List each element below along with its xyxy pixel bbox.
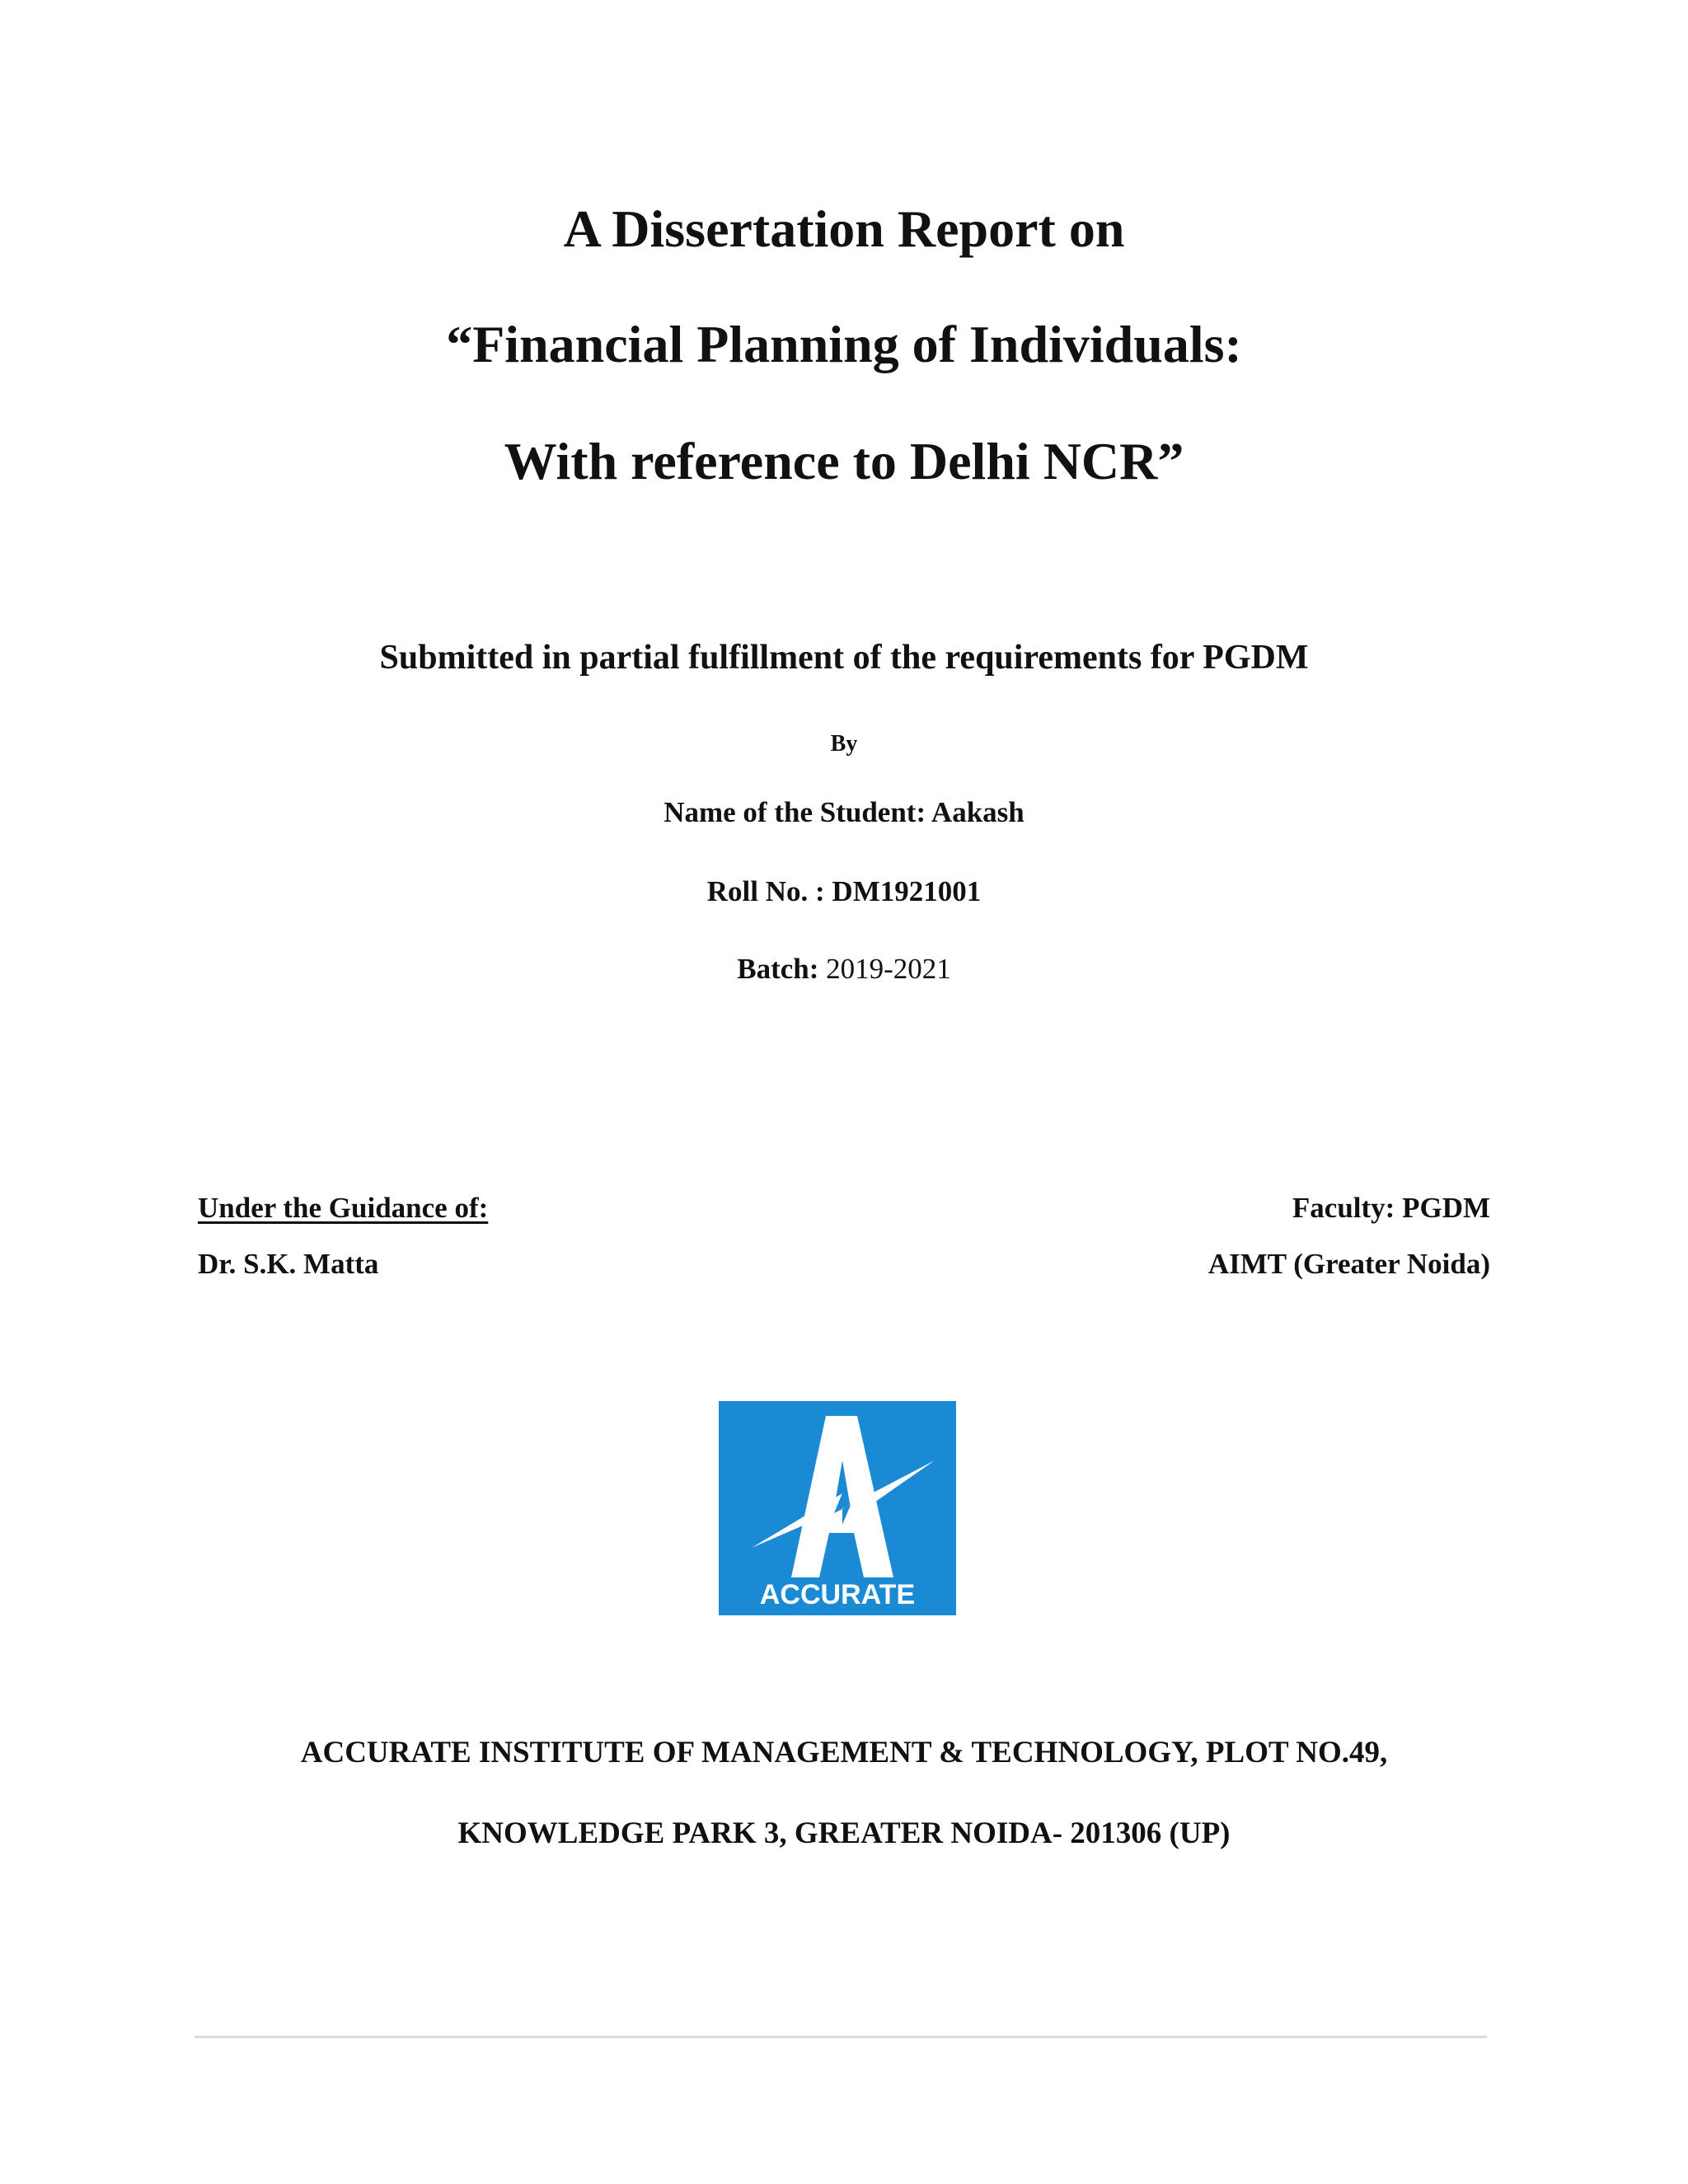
faculty-line: Faculty: PGDM — [1292, 1192, 1490, 1224]
roll-number: Roll No. : DM1921001 — [706, 875, 982, 907]
batch-line — [0, 951, 1688, 987]
title-line-2: “Financial Planning of Individuals: — [446, 315, 1242, 373]
batch-value: 2019-2021 — [826, 953, 951, 985]
title-line-1: A Dissertation Report on — [563, 199, 1125, 258]
title-line-3: With reference to Delhi NCR” — [504, 432, 1184, 490]
institute-address-line-1: ACCURATE INSTITUTE OF MANAGEMENT & TECHNOLOGY, PLOT NO.49, — [300, 1736, 1388, 1769]
institute-address-line-2: KNOWLEDGE PARK 3, GREATER NOIDA- 201306 (UP) — [457, 1816, 1231, 1850]
guide-name: Dr. S.K. Matta — [198, 1248, 379, 1280]
accurate-a-lightning-icon — [719, 1401, 956, 1615]
student-name: Name of the Student: Aakash — [663, 796, 1025, 828]
logo-text: ACCURATE — [759, 1579, 916, 1610]
institute-short-name: AIMT (Greater Noida) — [1207, 1248, 1490, 1280]
submission-statement: Submitted in partial fulfillment of the requirements for PGDM — [379, 639, 1309, 677]
footer-divider — [195, 2036, 1487, 2038]
accurate-logo — [719, 1401, 956, 1615]
guidance-label: Under the Guidance of: — [198, 1192, 489, 1224]
batch-label: Batch: — [737, 953, 819, 985]
by-label: By — [830, 731, 858, 757]
